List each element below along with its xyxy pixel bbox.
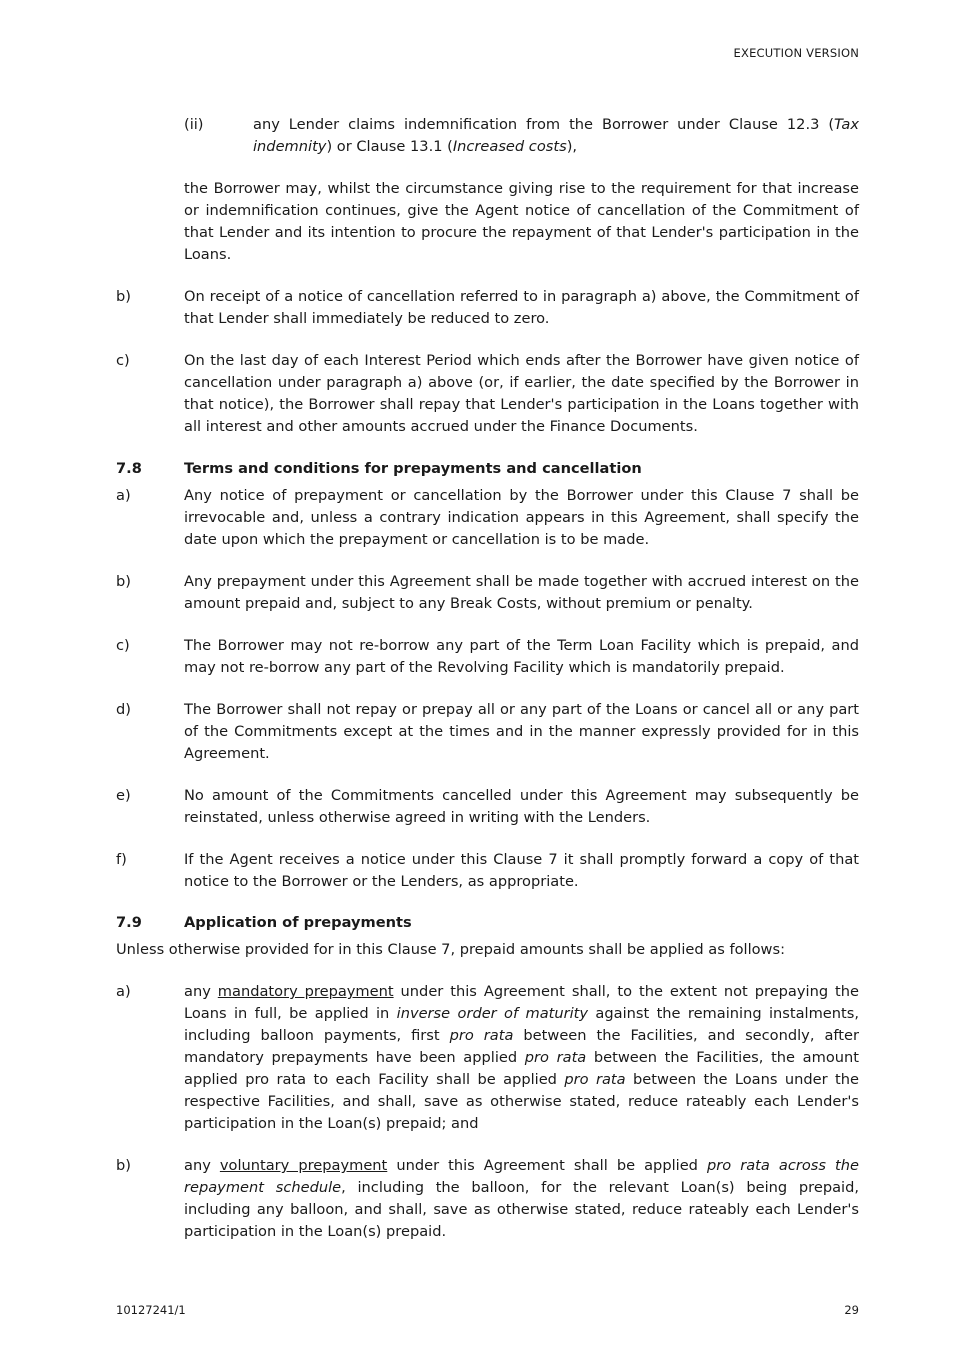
para-b-label: b) [116,288,131,305]
s78-f-text: If the Agent receives a notice under this Clause 7 it shall promptly forward a copy of that notice to the Borrower or the Lenders, as appropriate. [184,851,859,890]
section-7-9-title: Application of prepayments [184,914,412,931]
footer-page-number: 29 [844,1303,859,1317]
s78-e-label: e) [116,787,131,804]
section-7-8-title: Terms and conditions for prepayments and cancellation [184,460,642,477]
section-7-9-intro: Unless otherwise provided for in this Clause 7, prepaid amounts shall be applied as follows: [116,941,786,958]
para-c-text: On the last day of each Interest Period which ends after the Borrower have given notice of cancellation under paragraph a) above (or, if earlier, the date specified by the Borrower in that notice), the Borrower shall repay that Lender's participation in the Loans together with all interest and other amounts accrued under the Finance Documents. [184,352,859,435]
s79-b-text: any voluntary prepayment under this Agreement shall be applied pro rata across the repayment schedule, including the balloon, for the relevant Loan(s) being prepaid, including any balloon, and shall, save as otherwise stated, reduce rateably each Lender's participation in the Loan(s) prepaid. [184,1157,859,1240]
s78-b-label: b) [116,573,131,590]
continuation-paragraph: the Borrower may, whilst the circumstance giving rise to the requirement for that increase or indemnification continues, give the Agent notice of cancellation of the Commitment of that Lender and its intention to procure the repayment of that Lender's participation in the Loans. [184,180,859,263]
s79-a-label: a) [116,983,131,1000]
s79-b-label: b) [116,1157,131,1174]
item-ii-label: (ii) [184,116,204,133]
s79-a-text: any mandatory prepayment under this Agreement shall, to the extent not prepaying the Loans in full, be applied in inverse order of maturity against the remaining instalments, including balloon payments, first pro rata between the Facilities, and secondly, after mandatory prepayments have been applied pro rata between the Facilities, the amount applied pro rata to each Facility shall be applied pro rata between the Loans under the respective Facilities, and shall, save as otherwise stated, reduce rateably each Lender's participation in the Loan(s) prepaid; and [184,983,859,1132]
header-version: EXECUTION VERSION [733,46,859,60]
section-7-9-number: 7.9 [116,914,142,931]
para-c-label: c) [116,352,130,369]
section-7-8-number: 7.8 [116,460,142,477]
footer-doc-id: 10127241/1 [116,1303,186,1317]
s78-d-label: d) [116,701,131,718]
s78-c-text: The Borrower may not re-borrow any part of the Term Loan Facility which is prepaid, and may not re-borrow any part of the Revolving Facility which is mandatorily prepaid. [184,637,859,676]
s78-a-label: a) [116,487,131,504]
s78-c-label: c) [116,637,130,654]
s78-a-text: Any notice of prepayment or cancellation by the Borrower under this Clause 7 shall be irrevocable and, unless a contrary indication appears in this Agreement, shall specify the date upon which the prepayment or cancellation is to be made. [184,487,859,548]
s78-e-text: No amount of the Commitments cancelled under this Agreement may subsequently be reinstated, unless otherwise agreed in writing with the Lenders. [184,787,859,826]
s78-f-label: f) [116,851,127,868]
s78-b-text: Any prepayment under this Agreement shall be made together with accrued interest on the amount prepaid and, subject to any Break Costs, without premium or penalty. [184,573,859,612]
para-b-text: On receipt of a notice of cancellation referred to in paragraph a) above, the Commitment of that Lender shall immediately be reduced to zero. [184,288,859,327]
item-ii-text: any Lender claims indemnification from the Borrower under Clause 12.3 (Tax indemnity) or Clause 13.1 (Increased costs), [253,116,859,155]
s78-d-text: The Borrower shall not repay or prepay all or any part of the Loans or cancel all or any part of the Commitments except at the times and in the manner expressly provided for in this Agreement. [184,701,859,762]
